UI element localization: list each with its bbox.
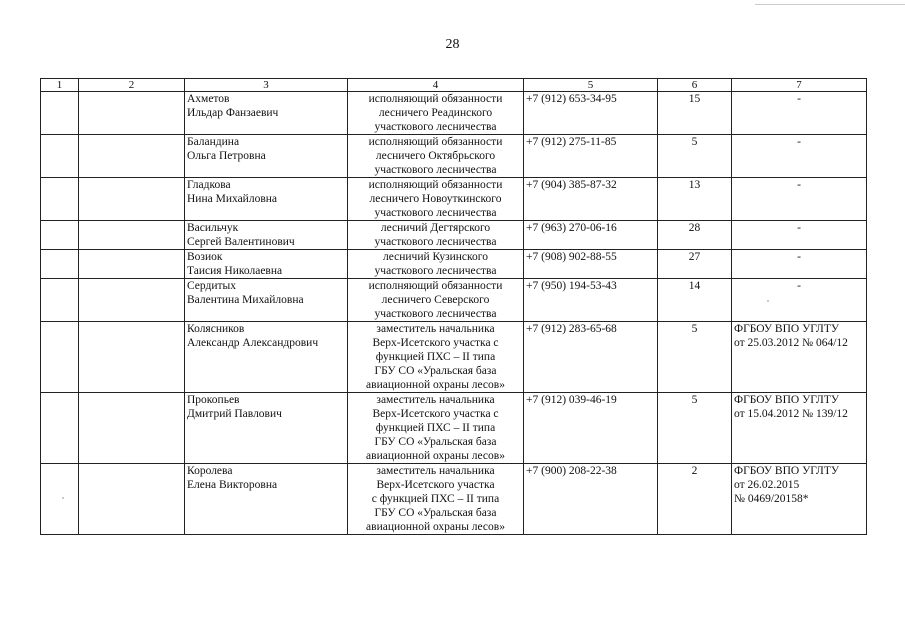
person-position-line: ГБУ СО «Уральская база: [374, 436, 497, 448]
certificate-line: -: [797, 136, 801, 148]
certificate: [732, 178, 867, 221]
person-name: [185, 464, 348, 535]
cell-col-2: [79, 92, 185, 135]
person-position-line: заместитель начальника: [376, 323, 495, 335]
certificate: [732, 393, 867, 464]
cell-col-1: [41, 178, 79, 221]
person-name-line: Колясников: [187, 323, 245, 335]
person-position-line: ГБУ СО «Уральская база: [374, 365, 497, 377]
person-name-line: Васильчук: [187, 222, 239, 234]
table-row: [41, 250, 867, 279]
person-position: [348, 250, 524, 279]
table-row: [41, 135, 867, 178]
person-name: [185, 393, 348, 464]
cell-col-2: [79, 322, 185, 393]
person-name-line: Нина Михайловна: [187, 193, 278, 205]
person-position-line: функцией ПХС – II типа: [375, 422, 496, 434]
person-position-line: Верх-Исетского участка с: [372, 408, 499, 420]
person-position-line: заместитель начальника: [376, 465, 495, 477]
person-name-line: Сердитых: [187, 280, 237, 292]
person-position-line: участкового лесничества: [374, 164, 497, 176]
scan-speck: [767, 300, 769, 302]
person-name-line: Королева: [187, 465, 233, 477]
cell-col-1: [41, 279, 79, 322]
cell-col-2: [79, 250, 185, 279]
certificate-line: -: [797, 179, 801, 191]
cell-col-2: [79, 279, 185, 322]
header-col-2: 2: [79, 79, 185, 92]
certificate-line: ФГБОУ ВПО УГЛТУ: [734, 465, 839, 477]
cell-col-2: [79, 464, 185, 535]
phone-number: +7 (912) 039-46-19: [524, 393, 658, 464]
certificate: [732, 135, 867, 178]
phone-number: +7 (912) 653-34-95: [524, 92, 658, 135]
person-position-line: участкового лесничества: [374, 308, 497, 320]
certificate: [732, 322, 867, 393]
table-row: [41, 322, 867, 393]
person-name-line: Баландина: [187, 136, 240, 148]
person-name: [185, 279, 348, 322]
person-position: [348, 279, 524, 322]
work-experience: 15: [658, 92, 732, 135]
person-position-line: участкового лесничества: [374, 207, 497, 219]
person-position-line: функцией ПХС – II типа: [375, 351, 496, 363]
certificate: [732, 92, 867, 135]
person-name-line: Гладкова: [187, 179, 231, 191]
person-position: [348, 322, 524, 393]
person-position-line: лесничего Октябрьского: [375, 150, 496, 162]
person-position-line: Верх-Исетского участка с: [372, 337, 499, 349]
scan-edge-line: [755, 4, 905, 5]
person-position-line: ГБУ СО «Уральская база: [374, 507, 497, 519]
header-col-4: 4: [348, 79, 524, 92]
person-name-line: Ольга Петровна: [187, 150, 266, 162]
person-position-line: исполняющий обязанности: [368, 93, 503, 105]
certificate-line: № 0469/20158*: [734, 493, 809, 505]
header-col-1: 1: [41, 79, 79, 92]
phone-number: +7 (963) 270-06-16: [524, 221, 658, 250]
header-col-7: 7: [732, 79, 867, 92]
person-position-line: исполняющий обязанности: [368, 136, 503, 148]
cell-col-1: [41, 464, 79, 535]
person-name-line: Таисия Николаевна: [187, 265, 283, 277]
work-experience: 2: [658, 464, 732, 535]
person-position-line: участкового лесничества: [374, 265, 497, 277]
phone-number: +7 (900) 208-22-38: [524, 464, 658, 535]
work-experience: 5: [658, 322, 732, 393]
person-name-line: Александр Александрович: [187, 337, 319, 349]
person-position-line: заместитель начальника: [376, 394, 495, 406]
work-experience: 14: [658, 279, 732, 322]
person-position-line: лесничий Дегтярского: [380, 222, 491, 234]
person-position: [348, 221, 524, 250]
person-position: [348, 135, 524, 178]
certificate: [732, 221, 867, 250]
table-row: [41, 464, 867, 535]
cell-col-1: [41, 221, 79, 250]
certificate-line: -: [797, 93, 801, 105]
cell-col-1: [41, 250, 79, 279]
person-position-line: участкового лесничества: [374, 236, 497, 248]
cell-col-1: [41, 393, 79, 464]
cell-col-1: [41, 322, 79, 393]
person-position-line: авиационной охраны лесов»: [366, 379, 505, 391]
certificate-line: -: [797, 222, 801, 234]
person-position-line: авиационной охраны лесов»: [366, 521, 505, 533]
person-position: [348, 92, 524, 135]
person-position-line: Верх-Исетского участка: [376, 479, 495, 491]
work-experience: 5: [658, 135, 732, 178]
phone-number: +7 (912) 275-11-85: [524, 135, 658, 178]
certificate-line: -: [797, 251, 801, 263]
person-name: [185, 221, 348, 250]
phone-number: +7 (908) 902-88-55: [524, 250, 658, 279]
person-name-line: Валентина Михайловна: [187, 294, 304, 306]
page-number: 28: [445, 37, 460, 52]
person-position-line: с функцией ПХС – II типа: [371, 493, 500, 505]
person-name: [185, 250, 348, 279]
table-row: [41, 221, 867, 250]
certificate: [732, 464, 867, 535]
person-position-line: исполняющий обязанности: [368, 179, 503, 191]
certificate-line: ФГБОУ ВПО УГЛТУ: [734, 394, 839, 406]
table-row: [41, 92, 867, 135]
person-position-line: авиационной охраны лесов»: [366, 450, 505, 462]
person-name-line: Дмитрий Павлович: [187, 408, 282, 420]
certificate-line: от 15.04.2012 № 139/12: [734, 408, 848, 420]
cell-col-1: [41, 92, 79, 135]
header-col-6: 6: [658, 79, 732, 92]
certificate-line: ФГБОУ ВПО УГЛТУ: [734, 323, 839, 335]
certificate-line: от 25.03.2012 № 064/12: [734, 337, 848, 349]
person-position-line: лесничего Новоуткинского: [369, 193, 502, 205]
person-name-line: Прокопьев: [187, 394, 240, 406]
cell-col-2: [79, 221, 185, 250]
scan-speck: [62, 497, 64, 499]
person-position: [348, 178, 524, 221]
work-experience: 13: [658, 178, 732, 221]
person-name-line: Ильдар Фанзаевич: [187, 107, 279, 119]
person-position-line: участкового лесничества: [374, 121, 497, 133]
phone-number: +7 (912) 283-65-68: [524, 322, 658, 393]
work-experience: 5: [658, 393, 732, 464]
cell-col-2: [79, 393, 185, 464]
person-name-line: Елена Викторовна: [187, 479, 278, 491]
table-row: [41, 393, 867, 464]
header-row: [41, 79, 867, 92]
phone-number: +7 (950) 194-53-43: [524, 279, 658, 322]
header-col-5: 5: [524, 79, 658, 92]
person-position-line: исполняющий обязанности: [368, 280, 503, 292]
staff-table: [40, 78, 867, 535]
header-col-3: 3: [185, 79, 348, 92]
person-name: [185, 92, 348, 135]
table-row: [41, 178, 867, 221]
cell-col-2: [79, 178, 185, 221]
cell-col-1: [41, 135, 79, 178]
phone-number: +7 (904) 385-87-32: [524, 178, 658, 221]
table-body: [41, 92, 867, 535]
certificate-line: -: [797, 280, 801, 292]
person-position: [348, 464, 524, 535]
person-position-line: лесничий Кузинского: [383, 251, 488, 263]
certificate: [732, 250, 867, 279]
cell-col-2: [79, 135, 185, 178]
work-experience: 28: [658, 221, 732, 250]
certificate-line: от 26.02.2015: [734, 479, 800, 491]
person-position-line: лесничего Северского: [381, 294, 490, 306]
person-position: [348, 393, 524, 464]
person-position-line: лесничего Реадинского: [378, 107, 493, 119]
certificate: [732, 279, 867, 322]
person-name: [185, 135, 348, 178]
person-name: [185, 322, 348, 393]
table-row: [41, 279, 867, 322]
person-name: [185, 178, 348, 221]
person-name-line: Возиок: [187, 251, 223, 263]
person-name-line: Ахметов: [187, 93, 230, 105]
work-experience: 27: [658, 250, 732, 279]
person-name-line: Сергей Валентинович: [187, 236, 295, 248]
